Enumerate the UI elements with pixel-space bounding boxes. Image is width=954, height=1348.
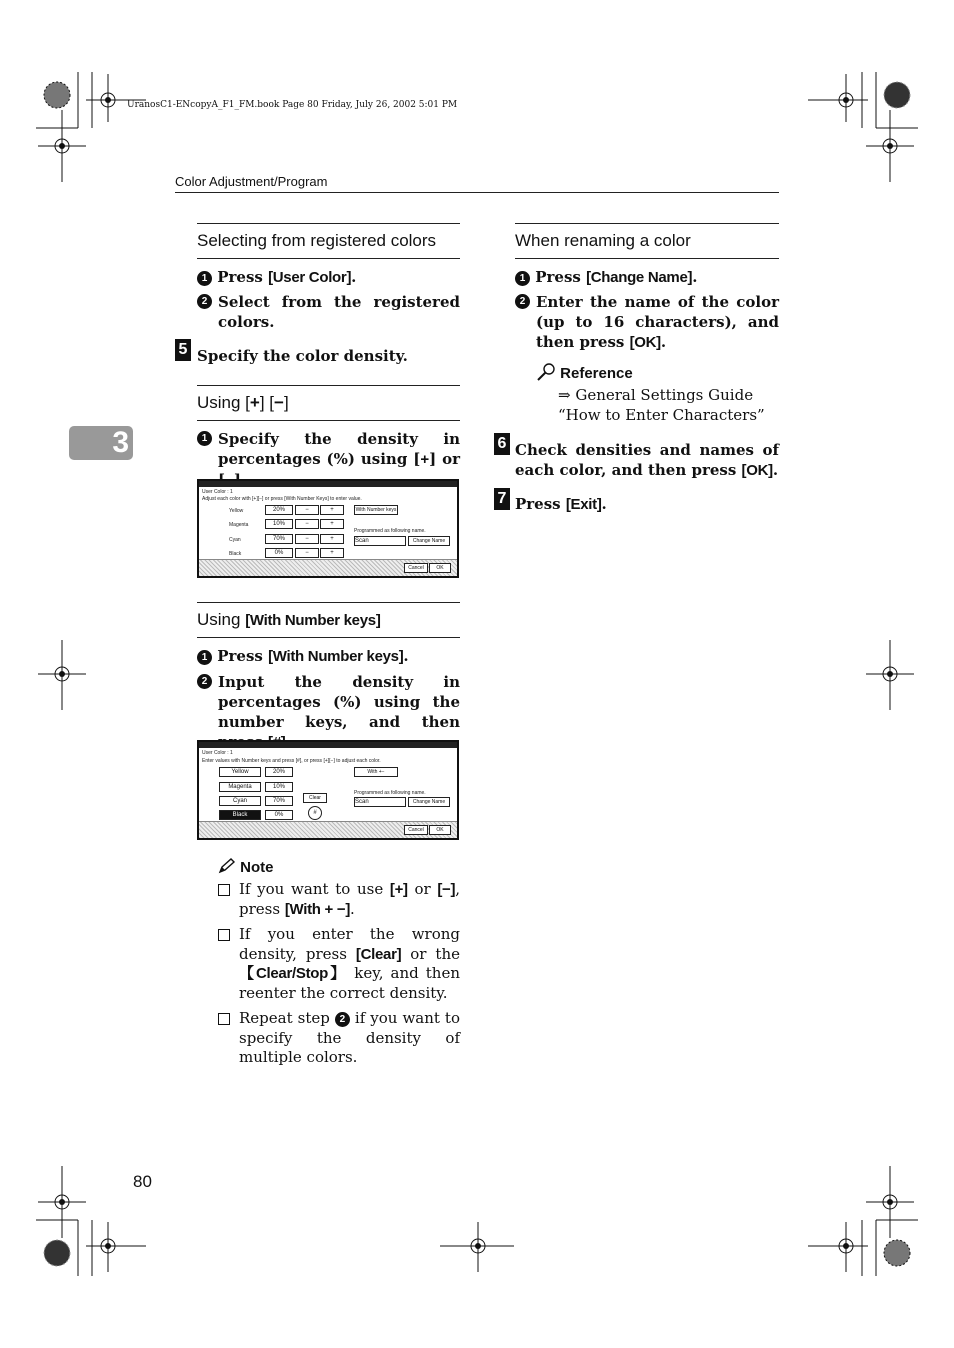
- sec3-step-2: 2 Input the density in percentages (%) using the number keys, and then: [197, 672, 460, 753]
- screen-instruction: Adjust each color with [+][−] or press [With Number Keys] to enter value.: [202, 496, 362, 502]
- sec3-step-1: 1 Press [With Number keys].: [197, 646, 460, 667]
- circled-1: 1: [197, 650, 212, 665]
- rename-step-2: 2 Enter the name of the color (up to 16 characters), and then press [OK].: [515, 292, 779, 353]
- sec2-bottom-rule: [197, 420, 460, 421]
- step-5-text: Specify the color density.: [197, 347, 408, 365]
- sec1-step-1: 1 Press [User Color].: [197, 267, 460, 288]
- circled-1: 1: [197, 271, 212, 286]
- step-5-marker: 5: [175, 339, 191, 361]
- screen-title: User Color : 1: [202, 489, 233, 495]
- screen-instruction: Enter values with Number keys and press [#], or press [+][−] to adjust each color.: [202, 758, 381, 764]
- ok-button[interactable]: OK: [429, 563, 451, 573]
- sec1-bottom-rule: [197, 258, 460, 259]
- rename-step-1: 1 Press [Change Name].: [515, 267, 779, 288]
- sec2-title: Using [+] [−]: [197, 393, 289, 412]
- step-7-marker: 7: [494, 488, 510, 510]
- user-color-key: [User Color]: [268, 269, 352, 286]
- reference-line-1: ⇒ General Settings Guide: [558, 386, 754, 404]
- checkbox-icon: [218, 884, 230, 896]
- ok-button[interactable]: OK: [429, 825, 451, 835]
- note-item-3: Repeat step 2 if you want to specify the density of multiple colors.: [218, 1009, 460, 1068]
- change-name-button[interactable]: Change Name: [408, 536, 450, 546]
- sec1-top-rule: [197, 223, 460, 224]
- with-number-keys-button[interactable]: With Number keys: [355, 507, 397, 513]
- plus-button[interactable]: +: [320, 505, 344, 515]
- sec1-title: Selecting from registered colors: [197, 231, 437, 250]
- clear-button[interactable]: Clear: [303, 793, 327, 803]
- screen-title: User Color : 1: [202, 750, 233, 756]
- circled-2: 2: [515, 294, 530, 309]
- circled-2: 2: [197, 294, 212, 309]
- note-item-1: If you want to use [+] or [−], press [With + −].: [218, 880, 460, 919]
- step-6-text: Check densities and names of each color, and then press [OK].: [515, 441, 779, 479]
- page-number: 80: [133, 1172, 152, 1191]
- running-header: Color Adjustment/Program: [175, 174, 328, 189]
- file-info: UranosC1-ENcopyA_F1_FM.book Page 80 Friday, July 26, 2002 5:01 PM: [127, 100, 458, 110]
- r-sec-top-rule: [515, 223, 779, 224]
- hash-button[interactable]: #: [308, 806, 322, 820]
- reference-line-2: “How to Enter Characters”: [558, 406, 765, 424]
- user-color-screen-plus-minus: User Color : 1 Adjust each color with [+][−] or press [With Number Keys] to enter value. Yellow Magenta Cyan Black 20% 10% 70% 0% − + − + − + − + With Number keys Programmed as following name. Scan Change Name Cancel OK: [197, 479, 459, 578]
- chapter-number: 3: [112, 426, 129, 459]
- sec2-top-rule: [197, 385, 460, 386]
- checkbox-icon: [218, 929, 230, 941]
- note-heading: Note: [218, 858, 274, 876]
- cancel-button[interactable]: Cancel: [404, 563, 428, 573]
- cancel-button[interactable]: Cancel: [404, 825, 428, 835]
- note-item-2: If you enter the wrong density, press [Clear] or the 【Clear/Stop】 key, and then reenter the correct density.: [218, 925, 460, 1003]
- r-sec-bottom-rule: [515, 258, 779, 259]
- user-color-screen-number-keys: User Color : 1 Enter values with Number keys and press [#], or press [+][−] to adjust each color. Yellow Magenta Cyan Black 20% 10% 70% 0% Clear # With +− Programmed as following name. Scan Change Name Cancel OK: [197, 740, 459, 840]
- pencil-icon: [218, 858, 236, 874]
- change-name-button[interactable]: Change Name: [408, 797, 450, 807]
- step-6-marker: 6: [494, 433, 510, 455]
- circled-1: 1: [197, 431, 212, 446]
- sec3-bottom-rule: [197, 637, 460, 638]
- sec3-title: Using [With Number keys]: [197, 610, 381, 629]
- minus-button[interactable]: −: [295, 505, 319, 515]
- circled-1: 1: [515, 271, 530, 286]
- circled-2: 2: [197, 674, 212, 689]
- with-plus-minus-button[interactable]: With +−: [354, 767, 398, 777]
- r-sec-title: When renaming a color: [515, 231, 691, 250]
- sec3-top-rule: [197, 602, 460, 603]
- magnifier-icon: [536, 363, 556, 381]
- name-field: Scan: [354, 797, 406, 807]
- name-field: Scan: [354, 536, 406, 546]
- chapter-tab: [69, 426, 133, 460]
- reference-heading: Reference: [536, 363, 633, 382]
- header-rule: [175, 192, 779, 193]
- checkbox-icon: [218, 1013, 230, 1025]
- step-7-text: Press [Exit].: [515, 495, 607, 513]
- sec2-step-1: 1 Specify the density in percentages (%) using [+] or: [197, 429, 460, 491]
- sec1-step-2: 2 Select from the registered colors.: [197, 292, 460, 332]
